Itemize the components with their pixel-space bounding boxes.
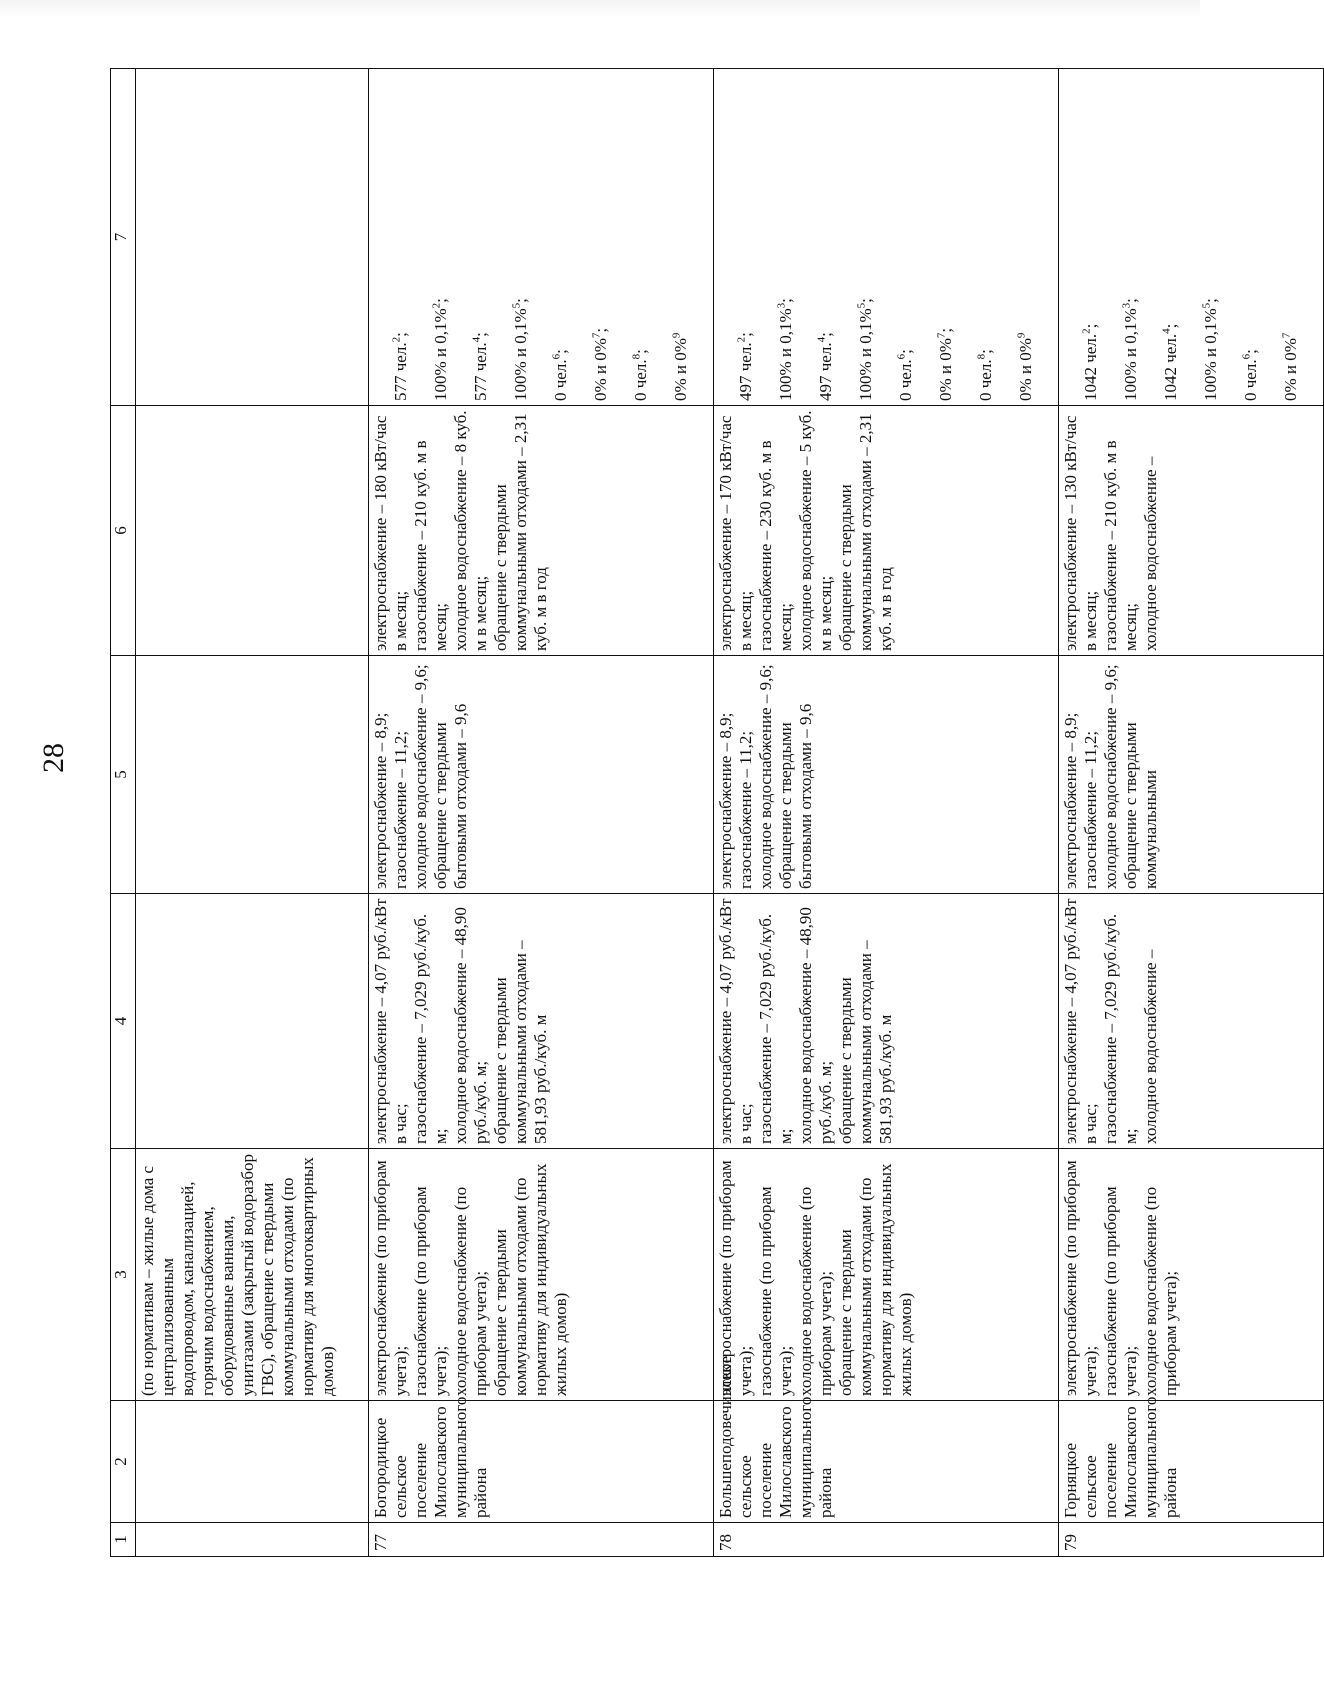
cell-empty (136, 1401, 369, 1523)
population-line: 100% и 0,1%$^5$; (1200, 298, 1220, 401)
cell-growth-index: электроснабжение – 8,9; газоснабжение – 11,2; холодное водоснабжение – 9,6; обращение с твердыми коммунальными (1059, 656, 1324, 894)
population-line: 1042 чел.$^4$; (1160, 323, 1180, 401)
cell-consumption: электроснабжение – 180 кВт/час в месяц; газоснабжение – 210 куб. м в месяц; холодное водоснабжение – 8 куб. м в месяц; обращение с твердыми коммунальными отходами – 2,31 куб. м в год (369, 406, 714, 656)
population-line: 100% и 0,1%$^3$; (775, 298, 795, 401)
column-header: 6 (111, 406, 136, 656)
column-number-row (111, 69, 136, 1557)
cell-tariffs: электроснабжение – 4,07 руб./кВт в час; газоснабжение – 7,029 руб./куб. м; холодное водоснабжение – (1059, 894, 1324, 1149)
scan-edge (0, 0, 1200, 18)
cell-services: электроснабжение (по приборам учета); газоснабжение (по приборам учета); холодное водоснабжение (по приборам учета); (1059, 1149, 1324, 1401)
cell-services: электроснабжение (по приборам учета); газоснабжение (по приборам учета); холодное водоснабжение (по приборам учета); обращение с твердыми коммунальными отходами (по нормативу для индивидуальных жилых домов) (369, 1149, 714, 1401)
cell-services-continued: (по нормативам – жилые дома с централизованным водопроводом, канализацией, горячим водоснабжением, оборудованные ваннами, унитазами (закрытый водоразбор ГВС), обращение с твердыми коммунальными отходами (по нормативу для многоквартирных домов) (136, 1149, 369, 1401)
cell-population (714, 69, 1059, 406)
cell-settlement: Богородицкое сельское поселение Милославского муниципального района (369, 1401, 714, 1523)
column-header: 1 (111, 1523, 136, 1557)
column-header: 3 (111, 1149, 136, 1401)
cell-empty (136, 894, 369, 1149)
row-number: 78 (714, 1523, 1059, 1557)
cell-tariffs: электроснабжение – 4,07 руб./кВт в час; газоснабжение – 7,029 руб./куб. м; холодное водоснабжение – 48,90 руб./куб. м; обращение с твердыми коммунальными отходами – 581,93 руб./куб. м (369, 894, 714, 1149)
population-line: 577 чел.$^2$; (390, 332, 410, 401)
cell-settlement: Большеподовечинское сельское поселение Милославского муниципального района (714, 1401, 1059, 1523)
column-header: 7 (111, 69, 136, 406)
population-line: 100% и 0,1%$^2$; (430, 298, 450, 401)
population-line: 100% и 0,1%$^5$; (855, 298, 875, 401)
cell-population (369, 69, 714, 406)
cell-consumption: электроснабжение – 170 кВт/час в месяц; газоснабжение – 230 куб. м в месяц; холодное водоснабжение – 5 куб. м в месяц; обращение с твердыми коммунальными отходами – 2,31 куб. м в год (714, 406, 1059, 656)
population-line: 0% и 0%$^7$; (935, 327, 955, 401)
column-header: 2 (111, 1401, 136, 1523)
population-line: 577 чел.$^4$; (470, 332, 490, 401)
population-line: 0 чел.$^6$; (1240, 349, 1260, 401)
cell-consumption: электроснабжение – 130 кВт/час в месяц; газоснабжение – 210 куб. м в месяц; холодное водоснабжение – (1059, 406, 1324, 656)
population-line: 497 чел.$^2$; (735, 332, 755, 401)
population-line: 0% и 0%$^9$ (1015, 332, 1035, 401)
cell-empty (136, 69, 369, 406)
cell-population (1059, 69, 1324, 406)
population-line: 1042 чел.$^2$; (1080, 323, 1100, 401)
population-line: 0% и 0%$^7$ (1280, 332, 1300, 401)
population-line: 0 чел.$^8$; (975, 349, 995, 401)
cell-tariffs: электроснабжение – 4,07 руб./кВт в час; газоснабжение – 7,029 руб./куб. м; холодное водоснабжение – 48,90 руб./куб. м; обращение с твердыми коммунальными отходами – 581,93 руб./куб. м (714, 894, 1059, 1149)
column-header: 4 (111, 894, 136, 1149)
column-header: 5 (111, 656, 136, 894)
population-line: 0 чел.$^6$; (550, 349, 570, 401)
cell-empty (136, 1523, 369, 1557)
row-number: 77 (369, 1523, 714, 1557)
cell-settlement: Горняцкое сельское поселение Милославского муниципального района (1059, 1401, 1324, 1523)
population-line: 0% и 0%$^7$; (590, 327, 610, 401)
cell-growth-index: электроснабжение – 8,9; газоснабжение – 11,2; холодное водоснабжение – 9,6; обращение с твердыми бытовыми отходами – 9,6 (369, 656, 714, 894)
table-row (714, 69, 1059, 1557)
population-line: 100% и 0,1%$^5$; (510, 298, 530, 401)
table-row (369, 69, 714, 1557)
row-number: 79 (1059, 1523, 1324, 1557)
page-number: 28 (37, 743, 70, 773)
population-line: 0 чел.$^8$; (630, 349, 650, 401)
population-line: 100% и 0,1%$^3$; (1120, 298, 1140, 401)
population-line: 0% и 0%$^9$ (670, 332, 690, 401)
population-line: 497 чел.$^4$; (815, 332, 835, 401)
cell-empty (136, 406, 369, 656)
tariff-table (110, 68, 1324, 1557)
cell-services: электроснабжение (по приборам учета); газоснабжение (по приборам учета); холодное водоснабжение (по приборам учета); обращение с твердыми коммунальными отходами (по нормативу для индивидуальных жилых домов) (714, 1149, 1059, 1401)
cell-empty (136, 656, 369, 894)
rotated-table-container (110, 69, 1300, 1557)
population-line: 0 чел.$^6$; (895, 349, 915, 401)
table-row (1059, 69, 1324, 1557)
cell-growth-index: электроснабжение – 8,9; газоснабжение – 11,2; холодное водоснабжение – 9,6; обращение с твердыми бытовыми отходами – 9,6 (714, 656, 1059, 894)
continuation-row (136, 69, 369, 1557)
